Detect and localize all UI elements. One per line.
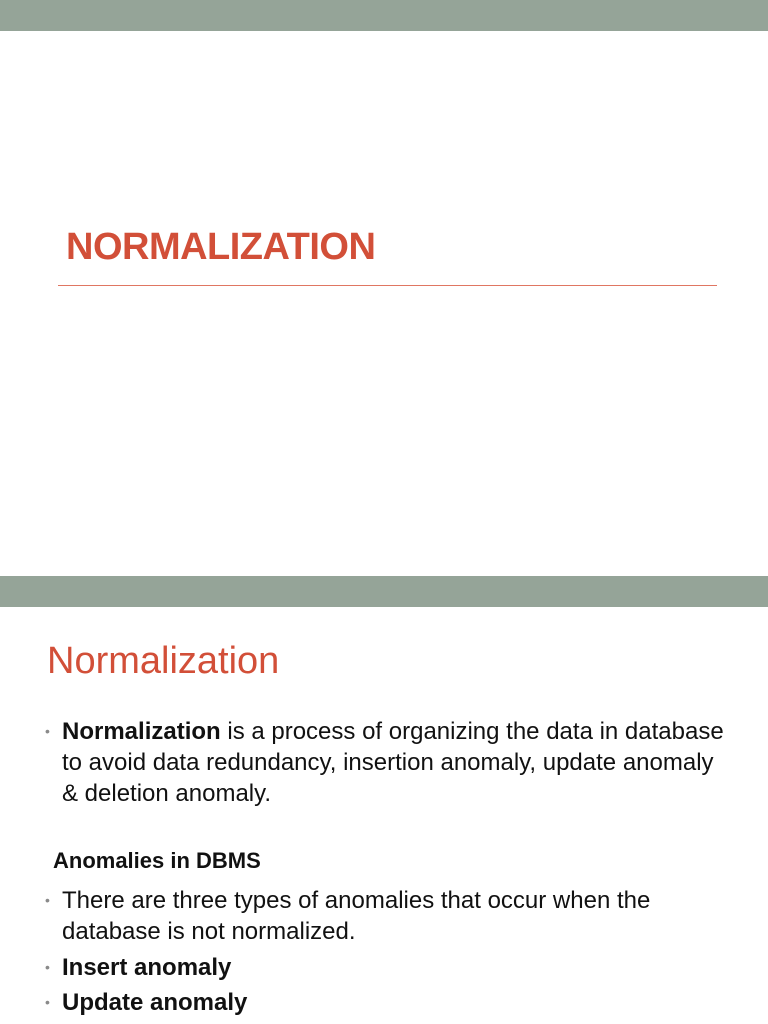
title-underline [58,285,717,286]
slide-header-bar [0,576,768,607]
bullet-dot-icon: • [45,892,50,908]
bullet-update-anomaly [45,987,725,1018]
definition-text: is a process of organizing the data in database to avoid data redundancy, insertion anomaly, update anomaly & deletion anomaly. [62,718,724,807]
bullet-dot-icon: • [45,959,50,975]
bullet-dot-icon: • [45,723,50,739]
bullet-text: There are three types of anomalies that occur when the database is not normalized. [62,887,651,945]
bullet-text: Update anomaly [62,989,248,1016]
bold-term: Normalization [62,718,221,745]
bullet-text [45,716,725,809]
slide-title: NORMALIZATION [66,226,376,268]
bullet-anomaly-types [45,885,725,947]
bullet-dot-icon: • [45,994,50,1010]
content-heading: Normalization [47,640,280,682]
bullet-definition [45,716,725,809]
anomalies-subheading: Anomalies in DBMS [53,848,261,873]
slide-header-bar [0,0,768,31]
bullet-text: Insert anomaly [62,954,232,981]
bullet-insert-anomaly [45,952,725,983]
